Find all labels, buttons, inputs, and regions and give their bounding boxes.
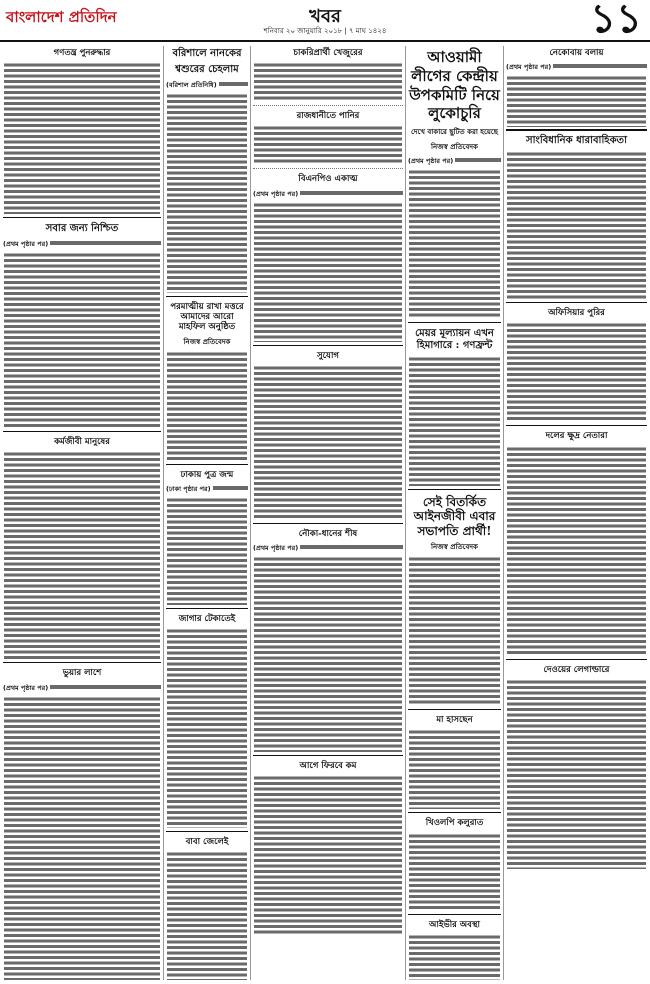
article-divider [408, 489, 501, 490]
article-body [409, 729, 500, 809]
article-body [409, 356, 500, 486]
article-doler [506, 429, 647, 655]
article-divider [506, 302, 647, 303]
article-divider [3, 217, 161, 218]
article-headline: ঢাকায় পুত্র জন্ম [180, 469, 234, 480]
column-divider [503, 46, 504, 980]
article-body [409, 169, 500, 319]
article-body [409, 556, 500, 706]
article-headline: অফিসিয়ার পুরির [548, 308, 605, 319]
article-body [167, 628, 247, 828]
article-bhuyar-lashe [3, 666, 161, 980]
article-mahfil [166, 300, 248, 461]
article-body [254, 125, 402, 165]
article-divider [253, 523, 403, 524]
article-body [167, 851, 247, 980]
article-divider [506, 425, 647, 426]
article-ivy [408, 918, 501, 980]
article-headline: নৌকা-ধানের শীষ [298, 528, 358, 539]
article-lead: (প্রথম পৃষ্ঠার পর) [506, 62, 647, 73]
masthead [0, 0, 650, 42]
article-body [254, 365, 402, 520]
article-lead: (প্রথম পৃষ্ঠার পর) [3, 683, 161, 694]
article-body [254, 556, 402, 752]
article-dhaka [166, 468, 248, 605]
article-byline: নিজস্ব প্রতিবেদক [183, 337, 231, 346]
article-jagar [166, 612, 248, 828]
article-body [254, 775, 402, 935]
article-nekoba [506, 46, 647, 127]
article-divider [408, 812, 501, 813]
article-divider [253, 345, 403, 346]
article-divider [408, 322, 501, 323]
article-body [507, 322, 646, 422]
article-headline: সবার জন্য নিশ্চিত [45, 223, 119, 235]
article-subheadline: দেখে বাকারে ছুটিত করা হয়েছে [411, 128, 498, 136]
article-headline: আইভীর অবস্থা [429, 919, 480, 930]
article-body [254, 202, 402, 342]
article-awami-league [408, 46, 501, 319]
section-title: খবর [309, 6, 341, 27]
article-divider [166, 296, 248, 297]
article-headline: মেয়র মূল্যায়ন এখন হিমাগারে : গণফ্রন্ট [415, 328, 494, 351]
article-body [254, 62, 402, 102]
article-lead: (ঢাকা পৃষ্ঠার পর) [166, 484, 248, 495]
article-headline: সাংবিধানিক ধারাবাহিকতা [526, 135, 627, 147]
column-divider [405, 46, 406, 980]
article-sujog [253, 349, 403, 520]
article-headline: দেওয়ের লেগাল্ডারে [543, 664, 610, 675]
dateline: শনিবার ২০ জানুয়ারি ২০১৮ | ৭ মাঘ ১৪২৪ [263, 27, 387, 35]
article-lead: (প্রথম পৃষ্ঠার পর) [253, 189, 403, 200]
article-headline: গণতন্ত্র পুনরুদ্ধার [53, 48, 111, 58]
article-barishal [166, 46, 248, 293]
article-body [507, 446, 646, 656]
article-lead: (বরিশাল প্রতিনিধি) [166, 80, 248, 91]
article-headline: চাকরিপ্রার্থী খেজুরের [293, 48, 363, 58]
column-1 [3, 46, 161, 980]
article-sabar-janya [3, 221, 161, 428]
article-headline: জাগার টেকাতেই [178, 613, 236, 624]
article-byline: নিজস্ব প্রতিবেদক [431, 543, 478, 552]
article-headline: দলের ক্ষুদ্র নেতারা [545, 431, 608, 442]
article-body [409, 833, 500, 911]
article-body [4, 451, 160, 659]
article-age [253, 759, 403, 935]
column-divider [163, 46, 164, 980]
newspaper-logo: বাংলাদেশ প্রতিদিন [6, 8, 117, 26]
article-headline: খিওলপি কলুরাত [425, 818, 484, 829]
column-2 [166, 46, 248, 980]
article-body [507, 679, 646, 869]
article-lead: (প্রথম পৃষ্ঠার পর) [253, 543, 403, 554]
article-headline: সেই বিতর্কিত আইনজীবী এবার সভাপতি প্রার্থী! [413, 495, 496, 538]
article-officiar [506, 306, 647, 422]
article-baba [166, 835, 248, 980]
article-divider [506, 129, 647, 131]
article-byline: নিজস্ব প্রতিবেদক [431, 143, 478, 151]
article-nouka [253, 527, 403, 752]
article-divider [253, 755, 403, 756]
article-body [4, 252, 160, 428]
article-headline: বাবা জেলেই [185, 836, 229, 847]
column-3 [253, 46, 403, 980]
article-headline: পরমাত্মীয় রাখা মত্তরে আমাদের আরো মাহফিল অনুষ্ঠিত [170, 302, 244, 333]
article-divider [253, 105, 403, 106]
article-mayor [408, 326, 501, 486]
article-khiolpi [408, 816, 501, 910]
article-headline: কর্মজীবী মানুষের [54, 437, 110, 448]
article-body [167, 351, 247, 461]
article-karmajibi [3, 435, 161, 659]
article-divider [408, 709, 501, 710]
article-headline: বিএনপিও একাত্ম [298, 174, 358, 185]
column-4 [408, 46, 501, 980]
page-number: ১১ [590, 0, 642, 42]
article-headline: রাজধানীতে পানির [296, 111, 360, 122]
article-body [4, 62, 160, 214]
article-body [409, 934, 500, 980]
article-divider [506, 659, 647, 660]
article-ma-hasi [408, 713, 501, 809]
article-bnp [253, 172, 403, 341]
article-headline: আওয়ামী লীগের কেন্দ্রীয় উপকমিটি নিয়ে লুকোচুরি [409, 48, 500, 123]
article-body [4, 696, 160, 980]
article-panir [253, 109, 403, 165]
column-divider [250, 46, 251, 980]
article-divider [408, 914, 501, 915]
article-headline: ভুয়ার লাশে [62, 668, 102, 679]
article-divider [253, 168, 403, 169]
article-divider [166, 608, 248, 609]
article-headline: আগে ফিরবে কম [299, 760, 357, 771]
article-lead: (প্রথম পৃষ্ঠার পর) [408, 156, 501, 167]
article-divider [3, 662, 161, 663]
article-deoyer [506, 663, 647, 869]
article-body [167, 497, 247, 605]
article-headline: মা হাসছেন [436, 715, 473, 726]
article-divider [166, 831, 248, 832]
article-sangbidhanik [506, 133, 647, 299]
article-divider [3, 431, 161, 432]
article-body [167, 93, 247, 293]
article-lawyer [408, 493, 501, 706]
article-headline: নেকোবায় বলায় [549, 48, 604, 58]
article-lead: (প্রথম পৃষ্ঠার পর) [3, 239, 161, 250]
article-headline: বরিশালে নানকের [172, 48, 242, 59]
article-divider [166, 464, 248, 465]
article-headline: সুযোগ [317, 350, 339, 361]
column-5 [506, 46, 647, 980]
article-body [507, 75, 646, 127]
article-headline-line2: শ্বশুরের চেহলাম [175, 64, 239, 75]
article-body [507, 151, 646, 299]
article-chakri [253, 46, 403, 102]
article-ganatantra [3, 46, 161, 214]
